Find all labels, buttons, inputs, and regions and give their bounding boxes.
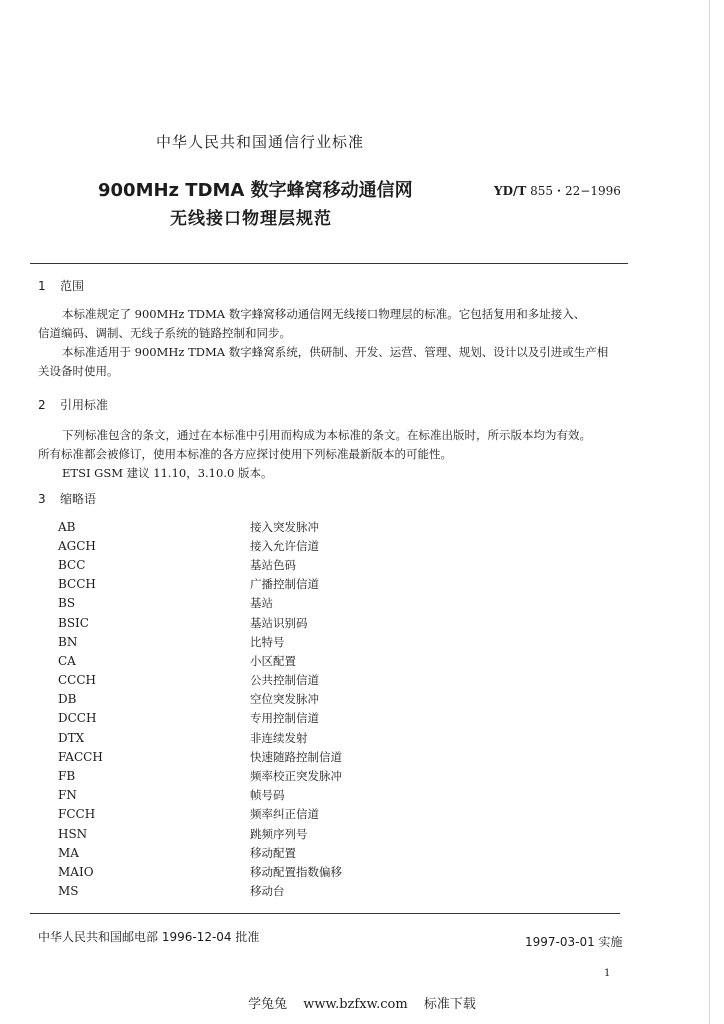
standard-number: 855・22−1996	[530, 184, 621, 198]
abbreviation-row	[38, 517, 598, 536]
abbreviation-row	[38, 575, 598, 594]
abbreviation-code: AGCH	[58, 538, 96, 553]
watermark-url: www.bzfxw.com	[303, 997, 408, 1012]
abbreviation-meaning: 公共控制信道	[250, 673, 319, 688]
abbreviation-code: AB	[58, 519, 76, 534]
abbreviation-row	[38, 613, 598, 632]
abbreviation-meaning: 接入允许信道	[250, 538, 319, 553]
abbreviation-row	[38, 690, 598, 709]
abbreviation-row	[38, 882, 598, 901]
abbreviation-code: HSN	[58, 826, 88, 841]
abbreviation-meaning: 专用控制信道	[250, 711, 319, 726]
paragraph-line: 信道编码、调制、无线子系统的链路控制和同步。	[38, 326, 291, 340]
abbreviation-meaning: 跳频序列号	[250, 826, 308, 841]
standard-prefix: YD/T	[494, 184, 527, 198]
abbreviation-row	[38, 747, 598, 766]
abbreviation-code: MAIO	[58, 864, 94, 879]
section-1-heading	[38, 277, 84, 294]
abbreviation-meaning: 移动配置指数偏移	[250, 864, 342, 879]
abbreviation-code: BCC	[58, 557, 86, 572]
abbreviation-meaning: 基站	[250, 596, 273, 611]
standard-code	[494, 182, 621, 199]
abbreviation-row	[38, 805, 598, 824]
abbreviation-row	[38, 824, 598, 843]
abbreviation-meaning: 基站识别码	[250, 615, 308, 630]
watermark-text: 标准下载	[423, 997, 476, 1012]
abbreviation-meaning: 快速随路控制信道	[250, 749, 342, 764]
abbreviation-code: DTX	[58, 730, 85, 745]
abbreviation-code: DCCH	[58, 711, 97, 726]
abbreviation-meaning: 小区配置	[250, 653, 296, 668]
section-number: 1	[38, 279, 46, 293]
abbreviation-meaning: 基站色码	[250, 557, 296, 572]
abbreviation-meaning: 频率纠正信道	[250, 807, 319, 822]
section-number: 2	[38, 398, 46, 412]
paragraph-line: 本标准规定了 900MHz TDMA 数字蜂窝移动通信网无线接口物理层的标准。它包括复用和多址接入、	[62, 307, 586, 321]
approval-statement: 中华人民共和国邮电部 1996-12-04 批准	[38, 930, 260, 944]
section-title: 范围	[60, 279, 85, 293]
section-title: 缩略语	[60, 492, 97, 506]
abbreviation-meaning: 比特号	[250, 634, 285, 649]
abbreviation-meaning: 广播控制信道	[250, 577, 319, 592]
document-title-line1: 900MHz TDMA 数字蜂窝移动通信网	[98, 180, 413, 201]
abbreviation-code: MS	[58, 884, 79, 899]
abbreviation-row	[38, 843, 598, 862]
abbreviation-code: FN	[58, 788, 77, 803]
abbreviation-code: FACCH	[58, 749, 103, 764]
page-number: 1	[604, 968, 611, 979]
abbreviation-code: MA	[58, 845, 79, 860]
header-divider	[30, 263, 628, 264]
paragraph-line: ETSI GSM 建议 11.10，3.10.0 版本。	[62, 466, 273, 480]
paragraph-line: 本标准适用于 900MHz TDMA 数字蜂窝系统，供研制、开发、运营、管理、规划、设计以及引进或生产相	[62, 345, 609, 359]
section-3-heading	[38, 490, 96, 507]
abbreviation-code: FB	[58, 769, 76, 784]
section-2-body	[38, 426, 638, 483]
section-title: 引用标准	[60, 398, 109, 412]
section-number: 3	[38, 492, 46, 506]
section-1-body	[38, 305, 638, 381]
abbreviation-row	[38, 766, 598, 785]
abbreviation-row	[38, 671, 598, 690]
abbreviation-code: BN	[58, 634, 78, 649]
abbreviation-row	[38, 632, 598, 651]
paragraph-line: 下列标准包含的条文，通过在本标准中引用而构成为本标准的条文。在标准出版时，所示版本均为有效。	[62, 428, 591, 442]
footer-divider	[30, 913, 620, 914]
abbreviation-code: DB	[58, 692, 77, 707]
abbreviation-row	[38, 728, 598, 747]
paragraph-line: 所有标准都会被修订，使用本标准的各方应探讨使用下列标准最新版本的可能性。	[38, 447, 452, 461]
abbreviation-code: BSIC	[58, 615, 89, 630]
abbreviation-code: FCCH	[58, 807, 96, 822]
abbreviation-meaning: 帧号码	[250, 788, 285, 803]
abbreviation-meaning: 空位突发脉冲	[250, 692, 319, 707]
abbreviation-row	[38, 555, 598, 574]
abbreviation-row	[38, 594, 598, 613]
abbreviation-code: BCCH	[58, 577, 96, 592]
scan-edge-line	[709, 0, 710, 1024]
abbreviation-row	[38, 786, 598, 805]
abbreviation-meaning: 非连续发射	[250, 730, 308, 745]
abbreviation-meaning: 移动台	[250, 884, 285, 899]
abbreviation-row	[38, 651, 598, 670]
abbreviation-row	[38, 862, 598, 881]
abbreviation-meaning: 接入突发脉冲	[250, 519, 319, 534]
effective-date: 1997-03-01 实施	[525, 935, 623, 949]
abbreviation-meaning: 移动配置	[250, 845, 296, 860]
abbreviation-code: CCCH	[58, 673, 97, 688]
abbreviation-list	[38, 517, 598, 901]
document-title-line2: 无线接口物理层规范	[170, 209, 332, 229]
abbreviation-row	[38, 536, 598, 555]
abbreviation-code: CA	[58, 653, 76, 668]
watermark-site-name: 学兔兔	[248, 997, 288, 1012]
abbreviation-code: BS	[58, 596, 76, 611]
paragraph-line: 关设备时使用。	[38, 364, 119, 378]
abbreviation-row	[38, 709, 598, 728]
section-2-heading	[38, 396, 108, 413]
watermark-footer	[0, 993, 724, 1012]
abbreviation-meaning: 频率校正突发脉冲	[250, 769, 342, 784]
organization-heading: 中华人民共和国通信行业标准	[155, 133, 364, 151]
